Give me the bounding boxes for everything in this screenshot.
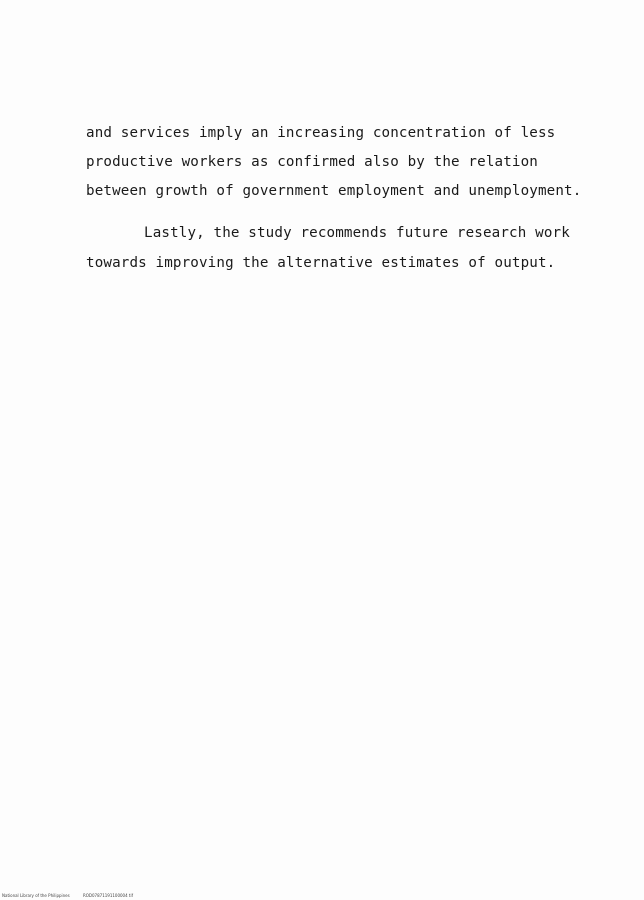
footer-code: ROD07871191100004 tif [83, 893, 133, 898]
scan-footer [2, 893, 133, 898]
text-line: between growth of government employment and unemployment. [86, 183, 582, 199]
footer-source: National Library of the Philippines [2, 893, 70, 898]
text-line: productive workers as confirmed also by the relation [86, 154, 538, 170]
text-line: and services imply an increasing concentration of less [86, 125, 556, 141]
paragraph-start-line: Lastly, the study recommends future research work [144, 225, 570, 241]
text-line: towards improving the alternative estimates of output. [86, 255, 556, 271]
